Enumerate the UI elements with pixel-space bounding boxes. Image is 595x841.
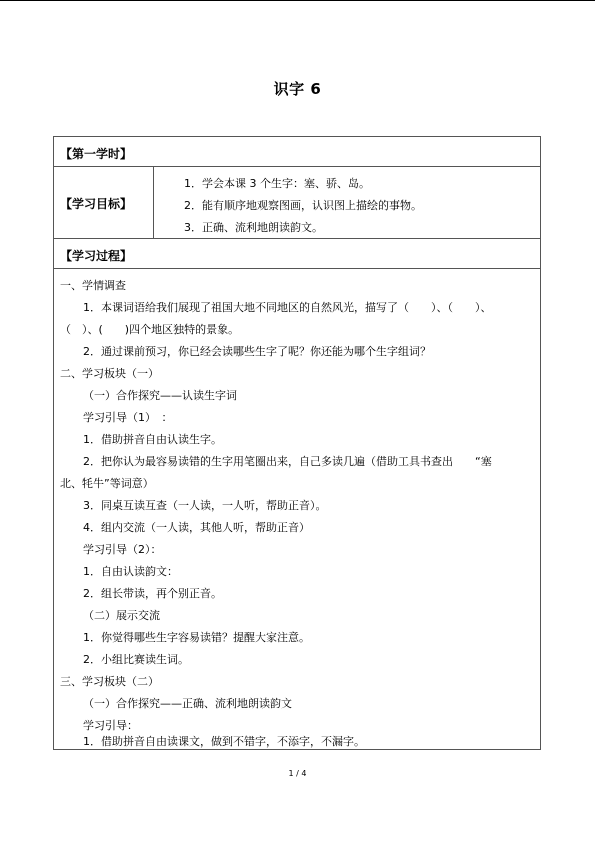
goals-row — [54, 167, 540, 239]
lesson-table — [53, 136, 541, 750]
process-line: 4．组内交流（一人读，其他人听，帮助正音） — [83, 521, 310, 534]
process-line: 1．自由认读韵文： — [83, 565, 178, 578]
process-line: 学习引导（1） ： — [83, 411, 173, 424]
goals-list — [184, 173, 422, 239]
process-line: 1．本课词语给我们展现了祖国大地不同地区的自然风光，描写了（ ）、（ ）、 — [83, 301, 492, 314]
process-line: 2．通过课前预习，你已经会读哪些生字了呢？你还能为哪个生字组词？ — [83, 345, 431, 358]
process-line: （一）合作探究——正确、流利地朗读韵文 — [83, 697, 292, 710]
process-line: 二、学习板块（一） — [60, 367, 159, 380]
process-line: （二）展示交流 — [83, 609, 160, 622]
process-line: 北、牦牛”等词意） — [60, 477, 154, 490]
process-line: 学习引导： — [83, 719, 138, 732]
section-label-first-lesson: 【第一学时】 — [60, 147, 133, 161]
process-line: 1．借助拼音自由认读生字。 — [83, 433, 222, 446]
process-line: 三、学习板块（二） — [60, 675, 159, 688]
process-line: 3．同桌互读互查（一人读，一人听，帮助正音）。 — [83, 499, 327, 512]
process-body — [54, 269, 540, 750]
process-line: 1．你觉得哪些生字容易读错？提醒大家注意。 — [83, 631, 310, 644]
section-row-first-lesson — [54, 137, 540, 167]
process-line: （一）合作探究——认读生字词 — [83, 389, 237, 402]
process-label: 【学习过程】 — [60, 249, 133, 263]
page-number: 1 / 4 — [288, 769, 307, 778]
process-line: 2．把你认为最容易读错的生字用笔圈出来，自己多读几遍（借助工具书查出 “塞 — [83, 455, 492, 468]
process-line: （ ）、( )四个地区独特的景象。 — [60, 323, 240, 336]
goals-column-divider — [153, 167, 154, 238]
process-line: 一、学情调查 — [60, 279, 126, 292]
page-title: 识字 6 — [273, 80, 322, 98]
process-line: 2．组长带读，再个别正音。 — [83, 587, 222, 600]
process-line: 学习引导（2）： — [83, 543, 162, 556]
goals-label: 【学习目标】 — [60, 197, 133, 211]
top-rule — [0, 0, 595, 1]
process-line: 2．小组比赛读生词。 — [83, 653, 189, 666]
process-line: 1．借助拼音自由读课文，做到不错字，不添字，不漏字。 — [83, 735, 365, 748]
goal-item: 2．能有顺序地观察图画，认识图上描绘的事物。 — [184, 199, 422, 212]
goal-item: 3．正确、流利地朗读韵文。 — [184, 221, 323, 234]
process-header-row — [54, 239, 540, 269]
goal-item: 1．学会本课 3 个生字：塞、骄、岛。 — [184, 177, 370, 190]
